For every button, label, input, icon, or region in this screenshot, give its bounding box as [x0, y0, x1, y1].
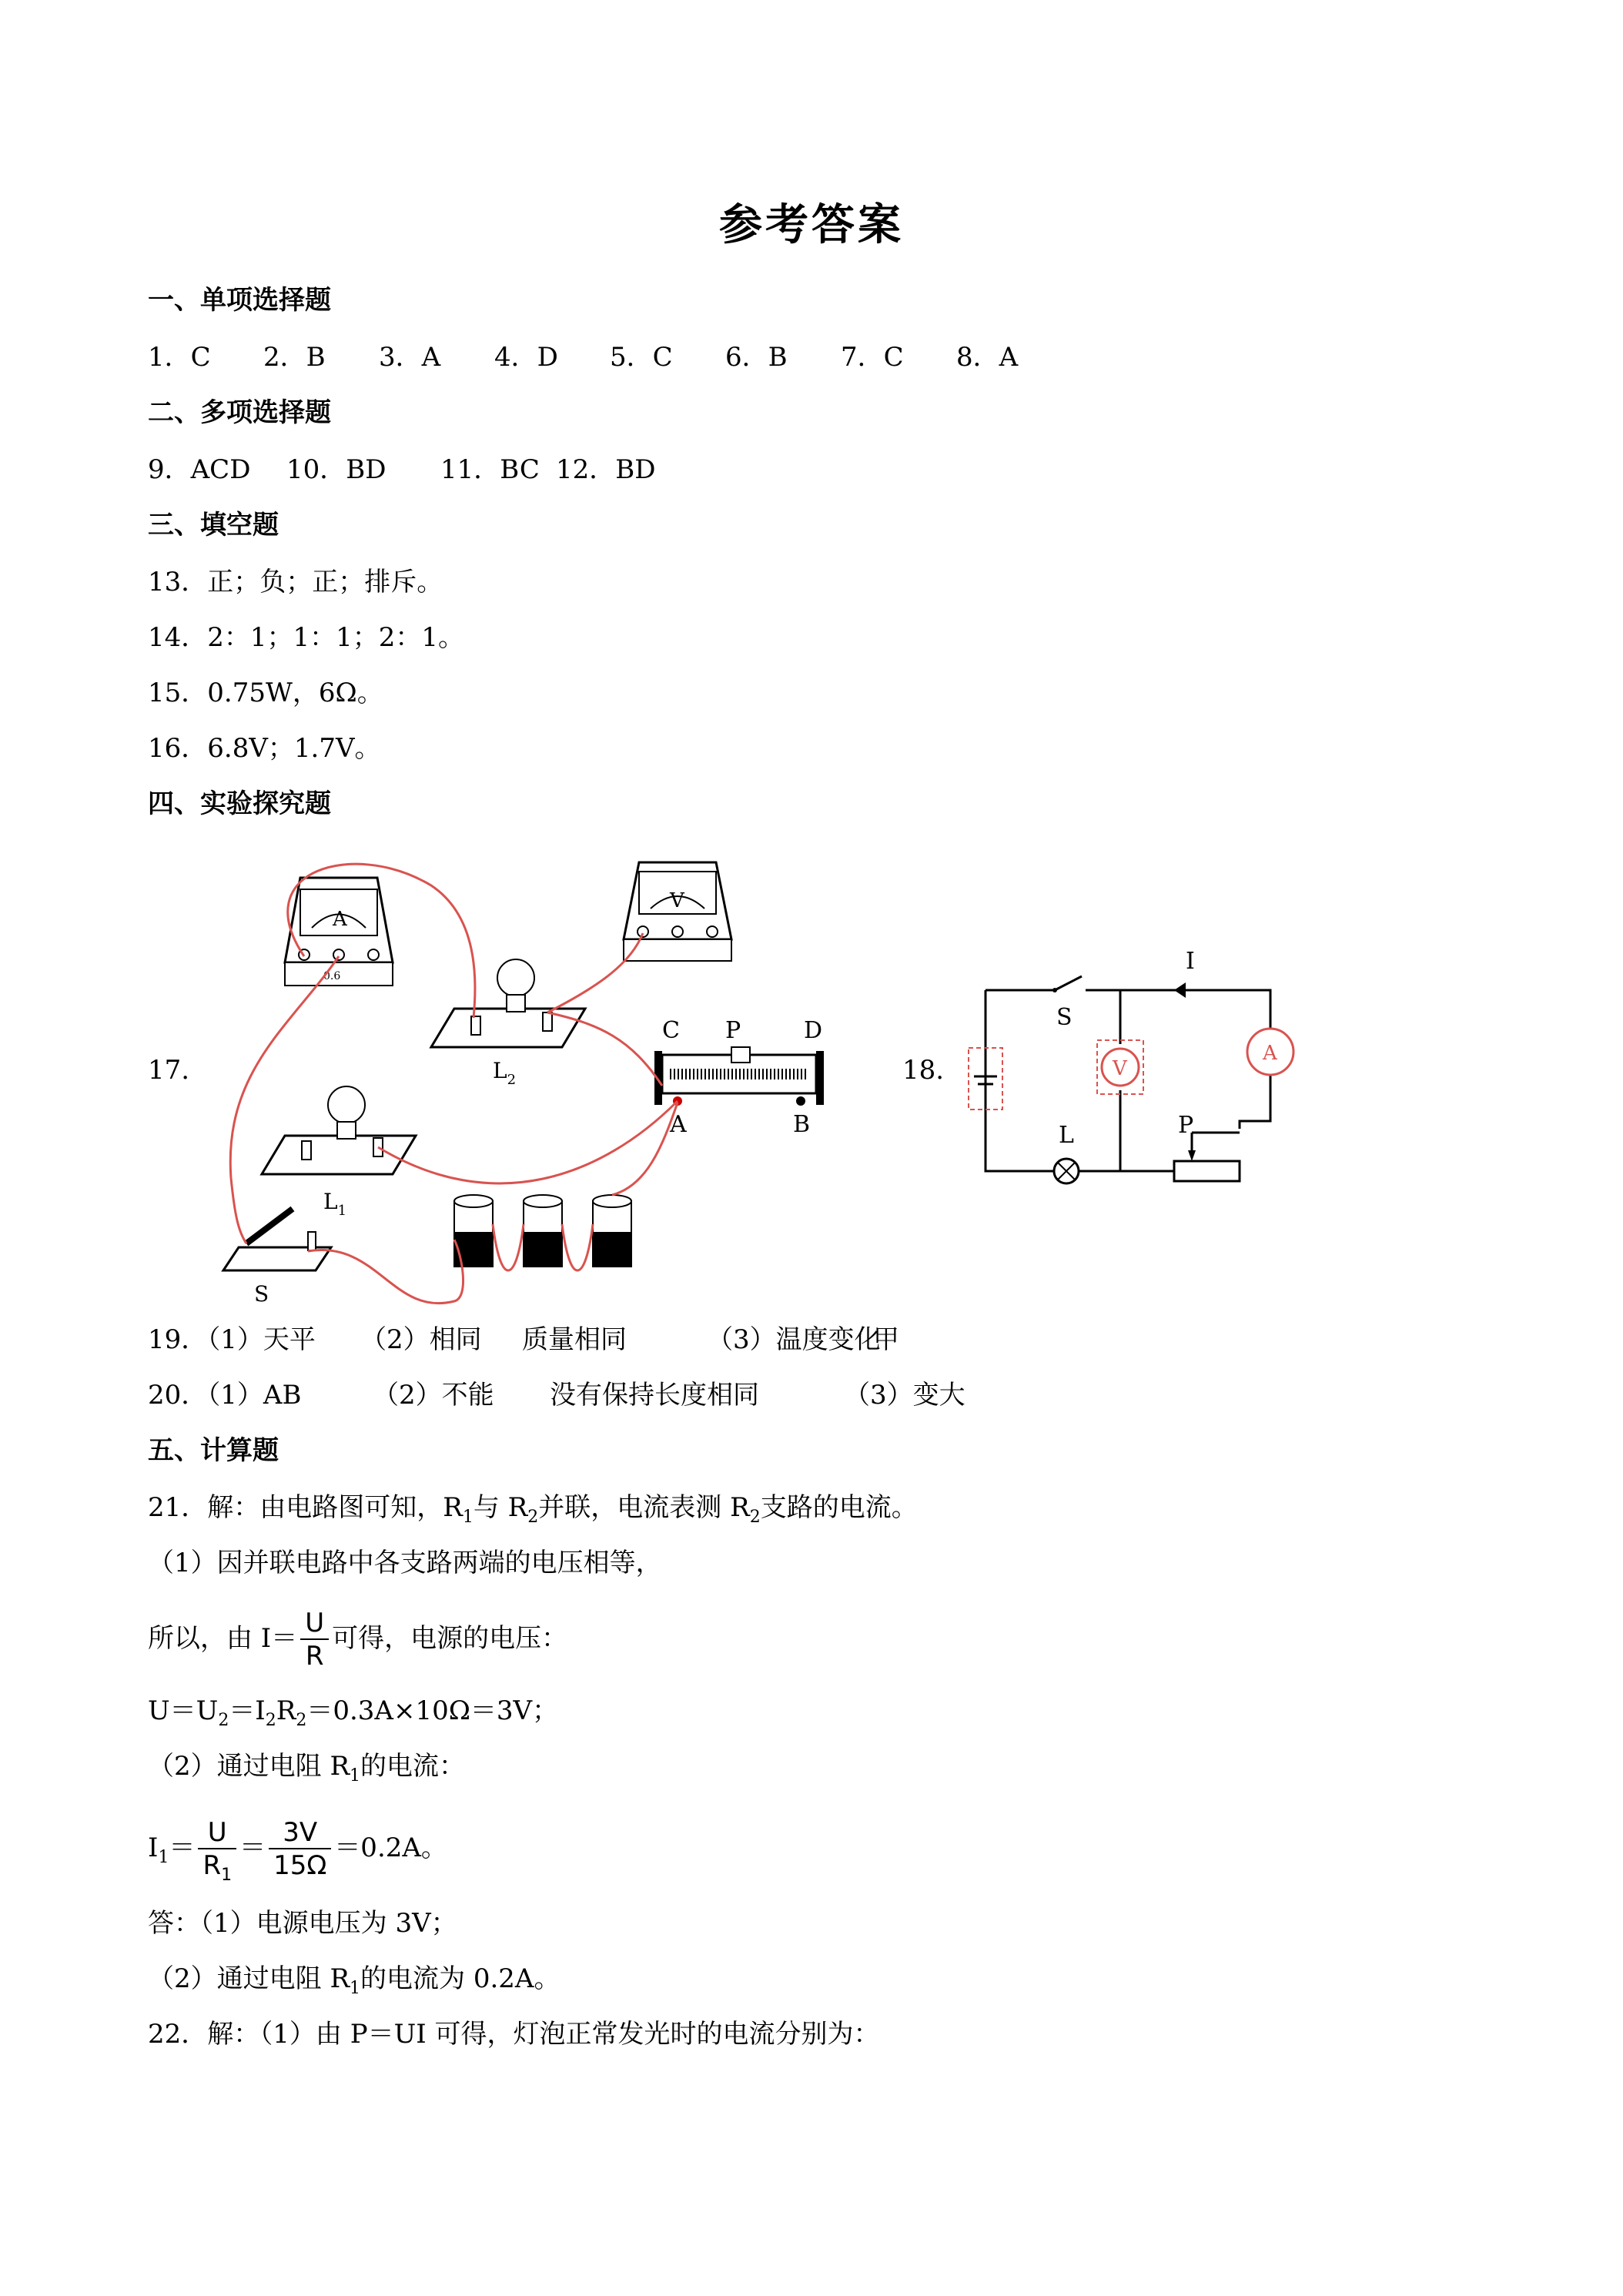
multi-choice-answers: [148, 451, 671, 488]
q21-voltage-equation: $U=U_2=I_2R_2=0.3A\times 10\Omega=3V$；: [148, 1695, 559, 1730]
voltmeter-icon: [624, 862, 731, 961]
question-number-17: 17.: [148, 1055, 190, 1086]
q21-answer-1: 答：（1）电源电压为 3V；: [148, 1908, 457, 1939]
answer-q14: 14．2：1；1：1；2：1。: [148, 622, 465, 653]
answer-item: 6．B: [725, 342, 788, 373]
q21-intro: 21．解：由电路图可知，$R_1$与 $R_2$并联，电流表测 $R_2$支路的电流。: [148, 1492, 918, 1527]
section-heading-calculation: 五、计算题: [148, 1435, 279, 1466]
answer-item: 5．C: [610, 342, 673, 373]
schematic-i-label: I: [1186, 948, 1195, 975]
q21-answer-2: （2）通过电阻 $R_1$的电流为 0.2A。: [148, 1963, 561, 1998]
battery-icon: [454, 1195, 631, 1267]
circuit-schematic-18: [955, 944, 1317, 1198]
bulb-l1-icon: [262, 1086, 416, 1219]
q22-intro: 22．解：（1）由 P＝UI 可得，灯泡正常发光时的电流分别为：: [148, 2019, 880, 2050]
schematic-ammeter-icon: [1247, 1029, 1293, 1075]
answer-item: 12．BD: [556, 454, 656, 485]
answer-item: 8．A: [956, 342, 1019, 373]
ammeter-scale-label: 0.6: [323, 970, 341, 982]
bulb-l2-icon: [431, 959, 585, 1088]
fraction-u-over-r: $\frac{U}{R}$: [300, 1608, 329, 1672]
rheostat-a-label: A: [670, 1111, 687, 1138]
q21-step1b: 所以，由 I＝ $\frac{U}{R}$ 可得，电源的电压：: [148, 1608, 568, 1672]
schematic-s-label: S: [1056, 1004, 1073, 1031]
fraction-3v-over-15ohm: $\frac{3V}{15\Omega}$: [269, 1817, 331, 1882]
section-heading-single-choice: 一、单项选择题: [148, 285, 331, 316]
schematic-switch-icon: [1052, 976, 1082, 1031]
schematic-rheostat-icon: [1174, 1112, 1240, 1181]
ammeter-label: A: [333, 908, 347, 931]
rheostat-c-label: C: [662, 1017, 680, 1044]
rheostat-b-label: B: [793, 1111, 811, 1138]
answer-item: 7．C: [841, 342, 904, 373]
section-heading-fill-blank: 三、填空题: [148, 510, 279, 541]
answer-item: 10．BD: [286, 454, 387, 485]
answer-item: 11．BC: [440, 454, 540, 485]
page-title: 参考答案: [719, 199, 904, 250]
rheostat-icon: [654, 1017, 824, 1138]
rheostat-p-label: P: [725, 1017, 741, 1044]
schematic-v-label: V: [1113, 1057, 1127, 1080]
schematic-lamp-icon: [1054, 1122, 1079, 1183]
answer-q20: 20．（1）AB （2）不能 没有保持长度相同 （3）变大: [148, 1380, 965, 1411]
section-heading-experiment: 四、实验探究题: [148, 788, 331, 819]
bulb-l2-label: $L_2$: [493, 1058, 517, 1088]
ammeter-icon: [285, 878, 393, 986]
answer-q16: 16．6.8V；1.7V。: [148, 733, 381, 764]
q21-step2: （2）通过电阻 $R_1$的电流：: [148, 1751, 466, 1786]
schematic-l-label: L: [1059, 1122, 1074, 1149]
circuit-photo-diagram-17: [200, 855, 862, 1309]
q21-step1: （1）因并联电路中各支路两端的电压相等，: [148, 1548, 662, 1578]
voltmeter-label: V: [670, 889, 684, 912]
switch-label: S: [254, 1281, 269, 1307]
bulb-l1-label: $L_1$: [323, 1189, 347, 1219]
rheostat-d-label: D: [804, 1017, 823, 1044]
answer-item: 3．A: [379, 342, 441, 373]
answer-q13: 13．正；负；正；排斥。: [148, 567, 443, 597]
question-number-18: 18.: [902, 1055, 945, 1086]
schematic-a-label: A: [1263, 1042, 1277, 1065]
single-choice-answers: [148, 339, 1072, 376]
answer-item: 9．ACD: [148, 454, 251, 485]
fraction-u-over-r1: $\frac{U}{R_1}$: [198, 1817, 236, 1882]
schematic-p-label: P: [1178, 1112, 1194, 1139]
answer-item: 4．D: [494, 342, 558, 373]
answer-item: 2．B: [263, 342, 326, 373]
schematic-voltmeter-icon: [1097, 1040, 1143, 1094]
switch-s-icon: [223, 1209, 331, 1307]
answer-q15: 15．0.75W，6Ω。: [148, 678, 383, 708]
q21-current-equation: $I_1=$ $\frac{U}{R_1}$ ＝ $\frac{3V}{15\Omega}$ ＝0.2A。: [148, 1817, 447, 1885]
answer-item: 1．C: [148, 342, 211, 373]
answer-q19: 19．（1）天平 （2）相同 质量相同 （3）温度变化甲: [148, 1324, 899, 1355]
section-heading-multi-choice: 二、多项选择题: [148, 397, 331, 428]
